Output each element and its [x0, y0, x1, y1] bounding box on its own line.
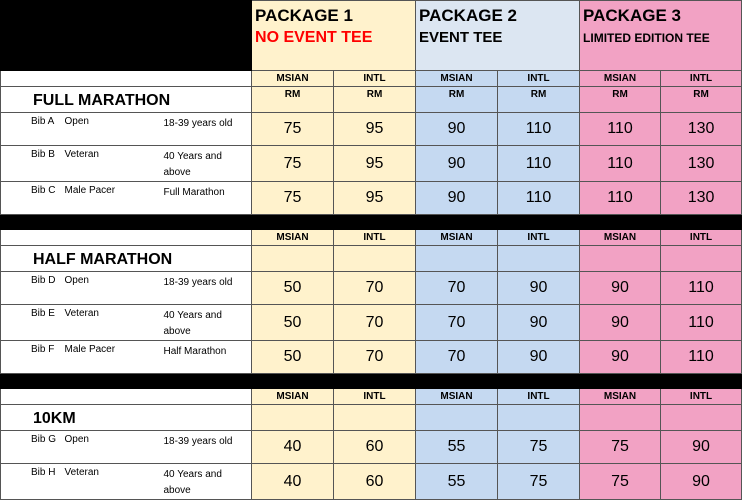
price-p3-msian: 90 — [580, 305, 661, 341]
price-p3-msian: 90 — [580, 272, 661, 305]
table-row — [1, 464, 742, 500]
msian-header: MSIAN — [580, 230, 661, 246]
price-p2-intl: 75 — [498, 431, 580, 464]
currency-header: RM — [498, 87, 580, 113]
price-p3-intl: 110 — [661, 272, 742, 305]
full-marathon-title-row — [1, 87, 742, 113]
category-label: Male Pacer — [61, 341, 161, 374]
price-p1-intl: 95 — [334, 182, 416, 215]
category-label: Veteran — [61, 146, 161, 182]
age-label: Half Marathon — [161, 341, 252, 374]
currency-header: RM — [580, 87, 661, 113]
price-p1-intl: 95 — [334, 113, 416, 146]
section-title-full-marathon: FULL MARATHON — [1, 87, 252, 113]
bib-label: Bib A — [1, 113, 61, 146]
category-label: Veteran — [61, 305, 161, 341]
price-p2-intl: 110 — [498, 182, 580, 215]
category-label: Open — [61, 431, 161, 464]
price-p1-msian: 75 — [252, 182, 334, 215]
category-label: Male Pacer — [61, 182, 161, 215]
age-label: Full Marathon — [161, 182, 252, 215]
price-p3-intl: 130 — [661, 146, 742, 182]
black-divider-bar — [1, 374, 742, 389]
price-p1-intl: 70 — [334, 341, 416, 374]
blank-cell — [580, 405, 661, 431]
price-p2-intl: 90 — [498, 341, 580, 374]
package-2-header — [416, 1, 580, 71]
price-p1-msian: 75 — [252, 113, 334, 146]
table-row — [1, 113, 742, 146]
price-p2-msian: 90 — [416, 113, 498, 146]
price-p3-intl: 110 — [661, 341, 742, 374]
half-marathon-col-header-row — [1, 230, 742, 246]
header-black-block — [1, 1, 252, 71]
section-title-10km: 10KM — [1, 405, 252, 431]
bib-label: Bib D — [1, 272, 61, 305]
msian-header: MSIAN — [416, 230, 498, 246]
intl-header: INTL — [498, 71, 580, 87]
price-p2-intl: 75 — [498, 464, 580, 500]
price-p1-msian: 40 — [252, 431, 334, 464]
package-1-header — [252, 1, 416, 71]
intl-header: INTL — [498, 230, 580, 246]
price-p3-msian: 75 — [580, 431, 661, 464]
intl-header: INTL — [661, 230, 742, 246]
price-p1-msian: 40 — [252, 464, 334, 500]
package-header-row — [1, 1, 742, 71]
intl-header: INTL — [498, 389, 580, 405]
category-label: Open — [61, 272, 161, 305]
age-label: 18-39 years old — [161, 113, 252, 146]
price-p2-msian: 90 — [416, 146, 498, 182]
intl-header: INTL — [334, 230, 416, 246]
msian-header: MSIAN — [252, 230, 334, 246]
price-p2-intl: 110 — [498, 146, 580, 182]
blank-cell — [661, 405, 742, 431]
blank-cell — [580, 246, 661, 272]
price-p2-msian: 55 — [416, 431, 498, 464]
price-p3-intl: 130 — [661, 182, 742, 215]
blank-cell — [252, 246, 334, 272]
package-1-title: PACKAGE 1 — [255, 6, 353, 25]
age-label: 18-39 years old — [161, 272, 252, 305]
age-label: 18-39 years old — [161, 431, 252, 464]
age-label: 40 Years and above — [161, 464, 252, 500]
package-2-subtitle: EVENT TEE — [419, 29, 503, 46]
price-p3-intl: 130 — [661, 113, 742, 146]
bib-label: Bib E — [1, 305, 61, 341]
currency-header: RM — [252, 87, 334, 113]
section-divider — [1, 215, 742, 230]
bib-label: Bib G — [1, 431, 61, 464]
price-p1-intl: 70 — [334, 305, 416, 341]
blank-cell — [334, 246, 416, 272]
intl-header: INTL — [661, 389, 742, 405]
bib-label: Bib B — [1, 146, 61, 182]
package-2-title: PACKAGE 2 — [419, 6, 517, 25]
bib-label: Bib C — [1, 182, 61, 215]
table-row — [1, 182, 742, 215]
blank-cell — [1, 71, 252, 87]
price-p1-msian: 50 — [252, 341, 334, 374]
package-1-subtitle: NO EVENT TEE — [255, 29, 373, 46]
currency-header: RM — [416, 87, 498, 113]
section-divider — [1, 374, 742, 389]
msian-header: MSIAN — [252, 389, 334, 405]
blank-cell — [1, 230, 252, 246]
currency-header: RM — [334, 87, 416, 113]
table-row — [1, 272, 742, 305]
price-p3-msian: 110 — [580, 182, 661, 215]
price-p3-msian: 110 — [580, 146, 661, 182]
price-p1-intl: 95 — [334, 146, 416, 182]
age-label: 40 Years and above — [161, 146, 252, 182]
10km-title-row — [1, 405, 742, 431]
table-row — [1, 431, 742, 464]
table-row — [1, 305, 742, 341]
table-row — [1, 341, 742, 374]
blank-cell — [416, 246, 498, 272]
bib-label: Bib H — [1, 464, 61, 500]
price-p1-msian: 50 — [252, 272, 334, 305]
category-label: Veteran — [61, 464, 161, 500]
msian-header: MSIAN — [416, 389, 498, 405]
price-p3-intl: 110 — [661, 305, 742, 341]
category-label: Open — [61, 113, 161, 146]
price-p2-intl: 90 — [498, 305, 580, 341]
msian-header: MSIAN — [252, 71, 334, 87]
price-p3-intl: 90 — [661, 464, 742, 500]
price-p3-intl: 90 — [661, 431, 742, 464]
currency-header: RM — [661, 87, 742, 113]
full-marathon-col-header-row — [1, 71, 742, 87]
blank-cell — [498, 246, 580, 272]
bib-label: Bib F — [1, 341, 61, 374]
intl-header: INTL — [661, 71, 742, 87]
10km-col-header-row — [1, 389, 742, 405]
black-divider-bar — [1, 215, 742, 230]
msian-header: MSIAN — [580, 71, 661, 87]
package-3-title: PACKAGE 3 — [583, 6, 681, 25]
price-p2-msian: 70 — [416, 305, 498, 341]
price-p3-msian: 75 — [580, 464, 661, 500]
price-p1-intl: 70 — [334, 272, 416, 305]
package-3-header — [580, 1, 742, 71]
half-marathon-title-row — [1, 246, 742, 272]
price-p2-msian: 55 — [416, 464, 498, 500]
blank-cell — [1, 389, 252, 405]
blank-cell — [252, 405, 334, 431]
price-p2-msian: 70 — [416, 272, 498, 305]
package-3-subtitle: LIMITED EDITION TEE — [583, 31, 710, 45]
age-label: 40 Years and above — [161, 305, 252, 341]
msian-header: MSIAN — [416, 71, 498, 87]
blank-cell — [416, 405, 498, 431]
price-p1-msian: 75 — [252, 146, 334, 182]
price-p3-msian: 110 — [580, 113, 661, 146]
section-title-half-marathon: HALF MARATHON — [1, 246, 252, 272]
price-p1-msian: 50 — [252, 305, 334, 341]
price-p1-intl: 60 — [334, 464, 416, 500]
price-p2-intl: 110 — [498, 113, 580, 146]
blank-cell — [334, 405, 416, 431]
price-p2-msian: 70 — [416, 341, 498, 374]
intl-header: INTL — [334, 389, 416, 405]
price-p3-msian: 90 — [580, 341, 661, 374]
msian-header: MSIAN — [580, 389, 661, 405]
intl-header: INTL — [334, 71, 416, 87]
price-p2-intl: 90 — [498, 272, 580, 305]
table-row — [1, 146, 742, 182]
price-p1-intl: 60 — [334, 431, 416, 464]
blank-cell — [498, 405, 580, 431]
blank-cell — [661, 246, 742, 272]
price-p2-msian: 90 — [416, 182, 498, 215]
